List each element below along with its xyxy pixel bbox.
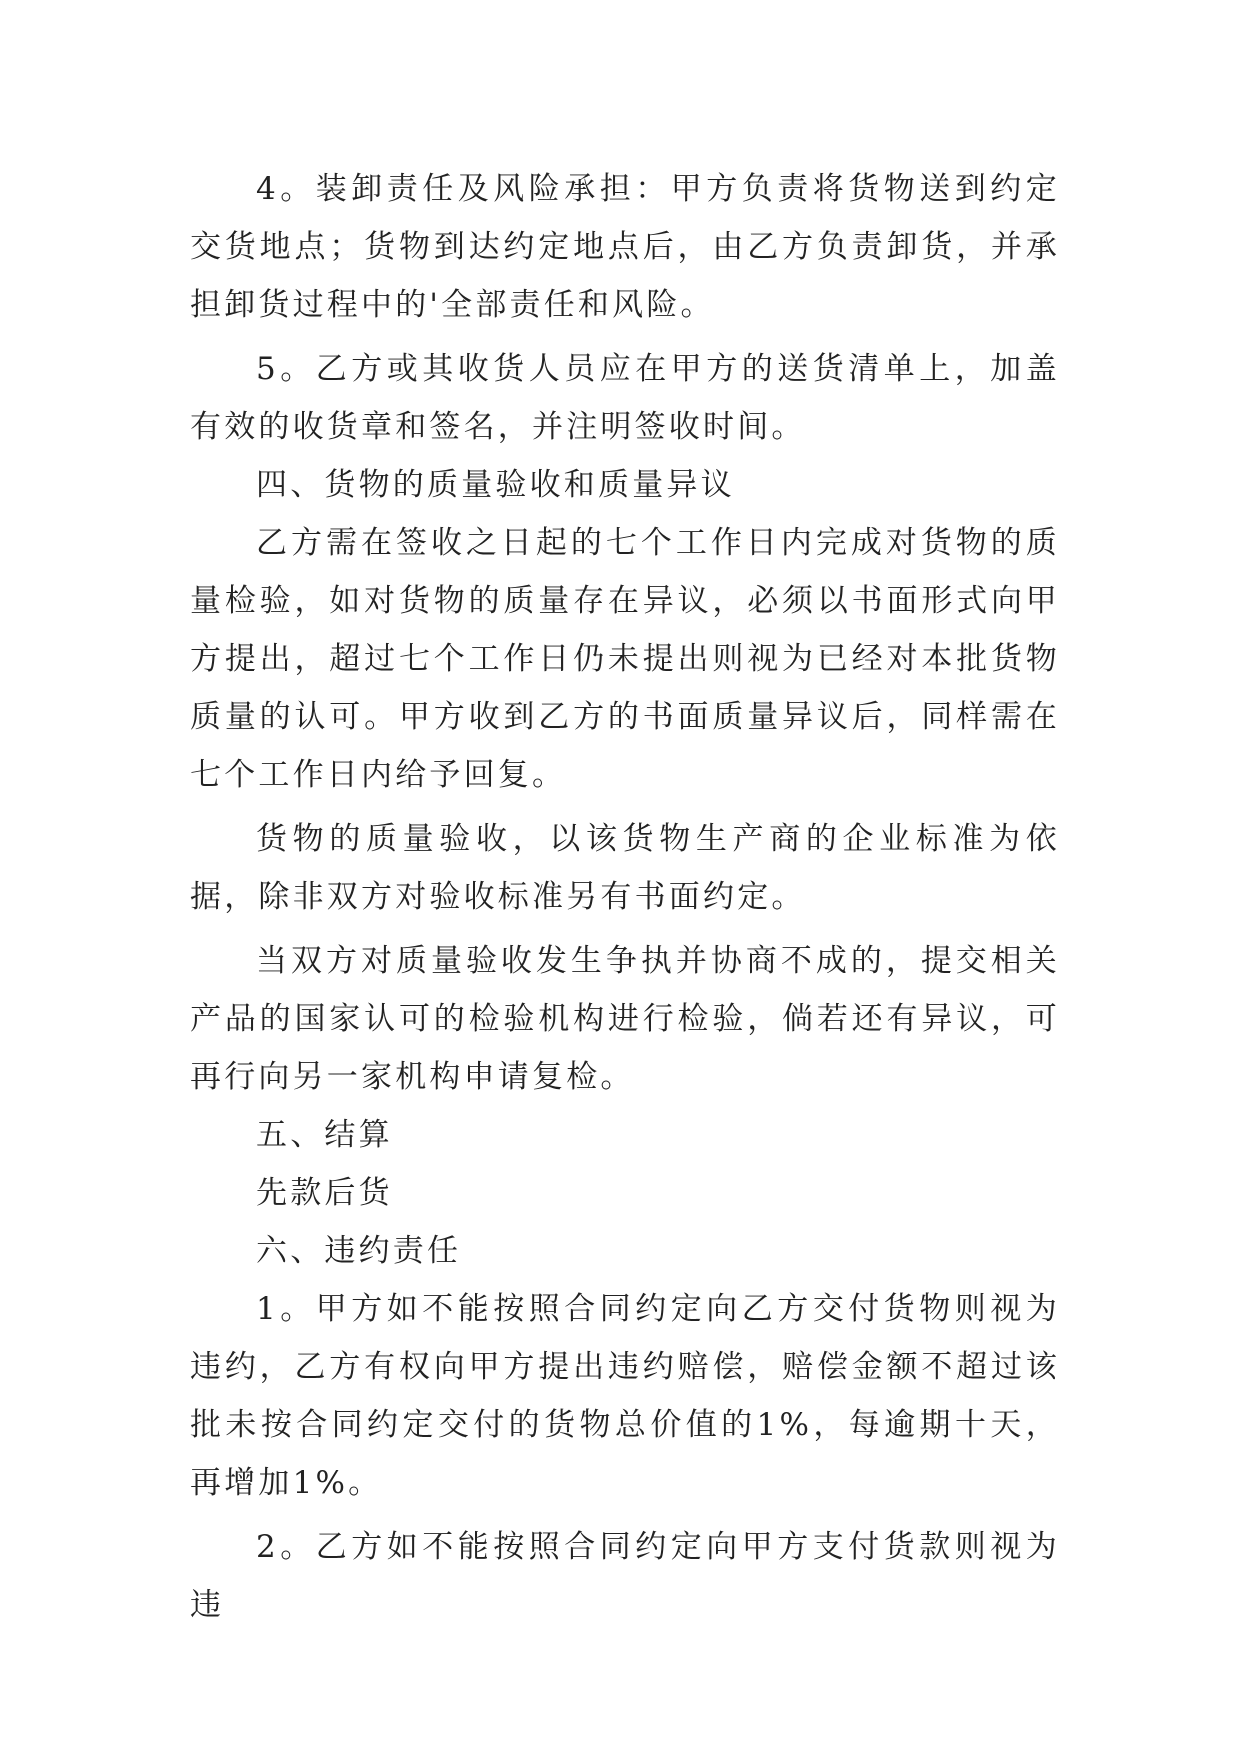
section-heading-quality: 四、货物的质量验收和质量异议 (256, 467, 735, 503)
paragraph-dispute-inspection: 当双方对质量验收发生争执并协商不成的，提交相关产品的国家认可的检验机构进行检验，倘若还有异议，可再行向另一家机构申请复检。 (190, 943, 1060, 1095)
paragraph-party-b-default: 2。乙方如不能按照合同约定向甲方支付货款则视为违 (190, 1529, 1060, 1623)
section-heading-settlement: 五、结算 (256, 1117, 393, 1153)
paragraph-loading-responsibility: 4。装卸责任及风险承担：甲方负责将货物送到约定交货地点；货物到达约定地点后，由乙方负责卸货，并承担卸货过程中的'全部责任和风险。 (190, 171, 1060, 323)
paragraph-settlement-terms: 先款后货 (256, 1175, 393, 1211)
paragraph-receipt-signature: 5。乙方或其收货人员应在甲方的送货清单上，加盖有效的收货章和签名，并注明签收时间。 (190, 351, 1060, 445)
paragraph-quality-standard: 货物的质量验收，以该货物生产商的企业标准为依据，除非双方对验收标准另有书面约定。 (190, 821, 1060, 915)
document-body (190, 160, 1060, 1634)
paragraph-quality-inspection: 乙方需在签收之日起的七个工作日内完成对货物的质量检验，如对货物的质量存在异议，必须以书面形式向甲方提出，超过七个工作日仍未提出则视为已经对本批货物质量的认可。甲方收到乙方的书面质量异议后，同样需在七个工作日内给予回复。 (190, 525, 1060, 793)
section-heading-liability: 六、违约责任 (256, 1233, 462, 1269)
paragraph-party-a-default: 1。甲方如不能按照合同约定向乙方交付货物则视为违约，乙方有权向甲方提出违约赔偿，赔偿金额不超过该批未按合同约定交付的货物总价值的1%，每逾期十天，再增加1%。 (190, 1291, 1060, 1501)
